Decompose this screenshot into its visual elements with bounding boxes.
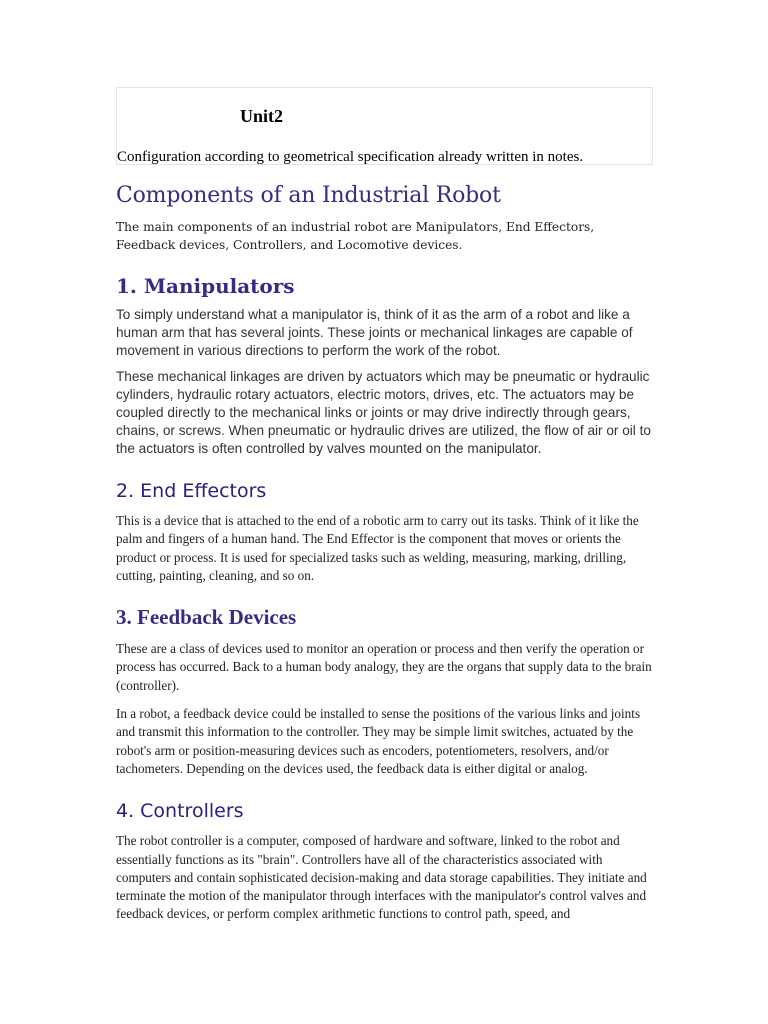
manipulators-paragraph-1: To simply understand what a manipulator is, think of it as the arm of a robot and like a human arm that has several joints. These joints or mechanical linkages are capable of movement in various directions to perform the work of the robot. [116, 307, 633, 358]
manipulators-paragraph-2: These mechanical linkages are driven by actuators which may be pneumatic or hydraulic cylinders, hydraulic rotary actuators, electric motors, drives, etc. The actuators may be coupled directly to the mechanical links or joints or may drive indirectly through gears, chains, or screws. When pneumatic or hydraulic drives are utilized, the flow of air or oil to the actuators is often controlled by valves mounted on the manipulator. [116, 369, 651, 456]
section-heading-manipulators: 1. Manipulators [116, 274, 295, 298]
controllers-paragraph: The robot controller is a computer, composed of hardware and software, linked to the robot and essentially functions as its "brain". Controllers have all of the characteristics associated with computers and contain sophisticated decision-making and data storage capabilities. They initiate and terminate the motion of the manipulator through interfaces with the manipulator's control valves and feedback devices, or perform complex arithmetic functions to control path, speed, and [116, 833, 647, 922]
intro-paragraph: The main components of an industrial robot are Manipulators, End Effectors, Feedback devices, Controllers, and Locomotive devices. [116, 220, 595, 252]
feedback-devices-paragraph-1: These are a class of devices used to monitor an operation or process and then verify the operation or process has occurred. Back to a human body analogy, they are the organs that supply data to the brain (controller). [116, 641, 652, 693]
intro-heading: Components of an Industrial Robot [116, 183, 501, 208]
unit-title: Unit2 [240, 106, 284, 126]
unit-header-box [116, 87, 653, 165]
section-heading-controllers: 4. Controllers [116, 800, 244, 823]
end-effectors-paragraph: This is a device that is attached to the end of a robotic arm to carry out its tasks. Think of it like the palm and fingers of a human hand. The End Effector is the component that moves or orients the product or process. It is used for specialized tasks such as welding, measuring, marking, drilling, cutting, painting, cleaning, and so on. [116, 513, 639, 583]
feedback-devices-paragraph-2: In a robot, a feedback device could be installed to sense the positions of the various links and joints and transmit this information to the controller. They may be simple limit switches, actuated by the robot's arm or position-measuring devices such as encoders, potentiometers, resolvers, and/or tachometers. Depending on the devices used, the feedback data is either digital or analog. [116, 706, 641, 776]
section-heading-end-effectors: 2. End Effectors [116, 480, 267, 502]
section-heading-feedback-devices: 3. Feedback Devices [116, 605, 297, 630]
configuration-note: Configuration according to geometrical specification already written in notes. [117, 149, 584, 165]
document-page [116, 87, 653, 924]
